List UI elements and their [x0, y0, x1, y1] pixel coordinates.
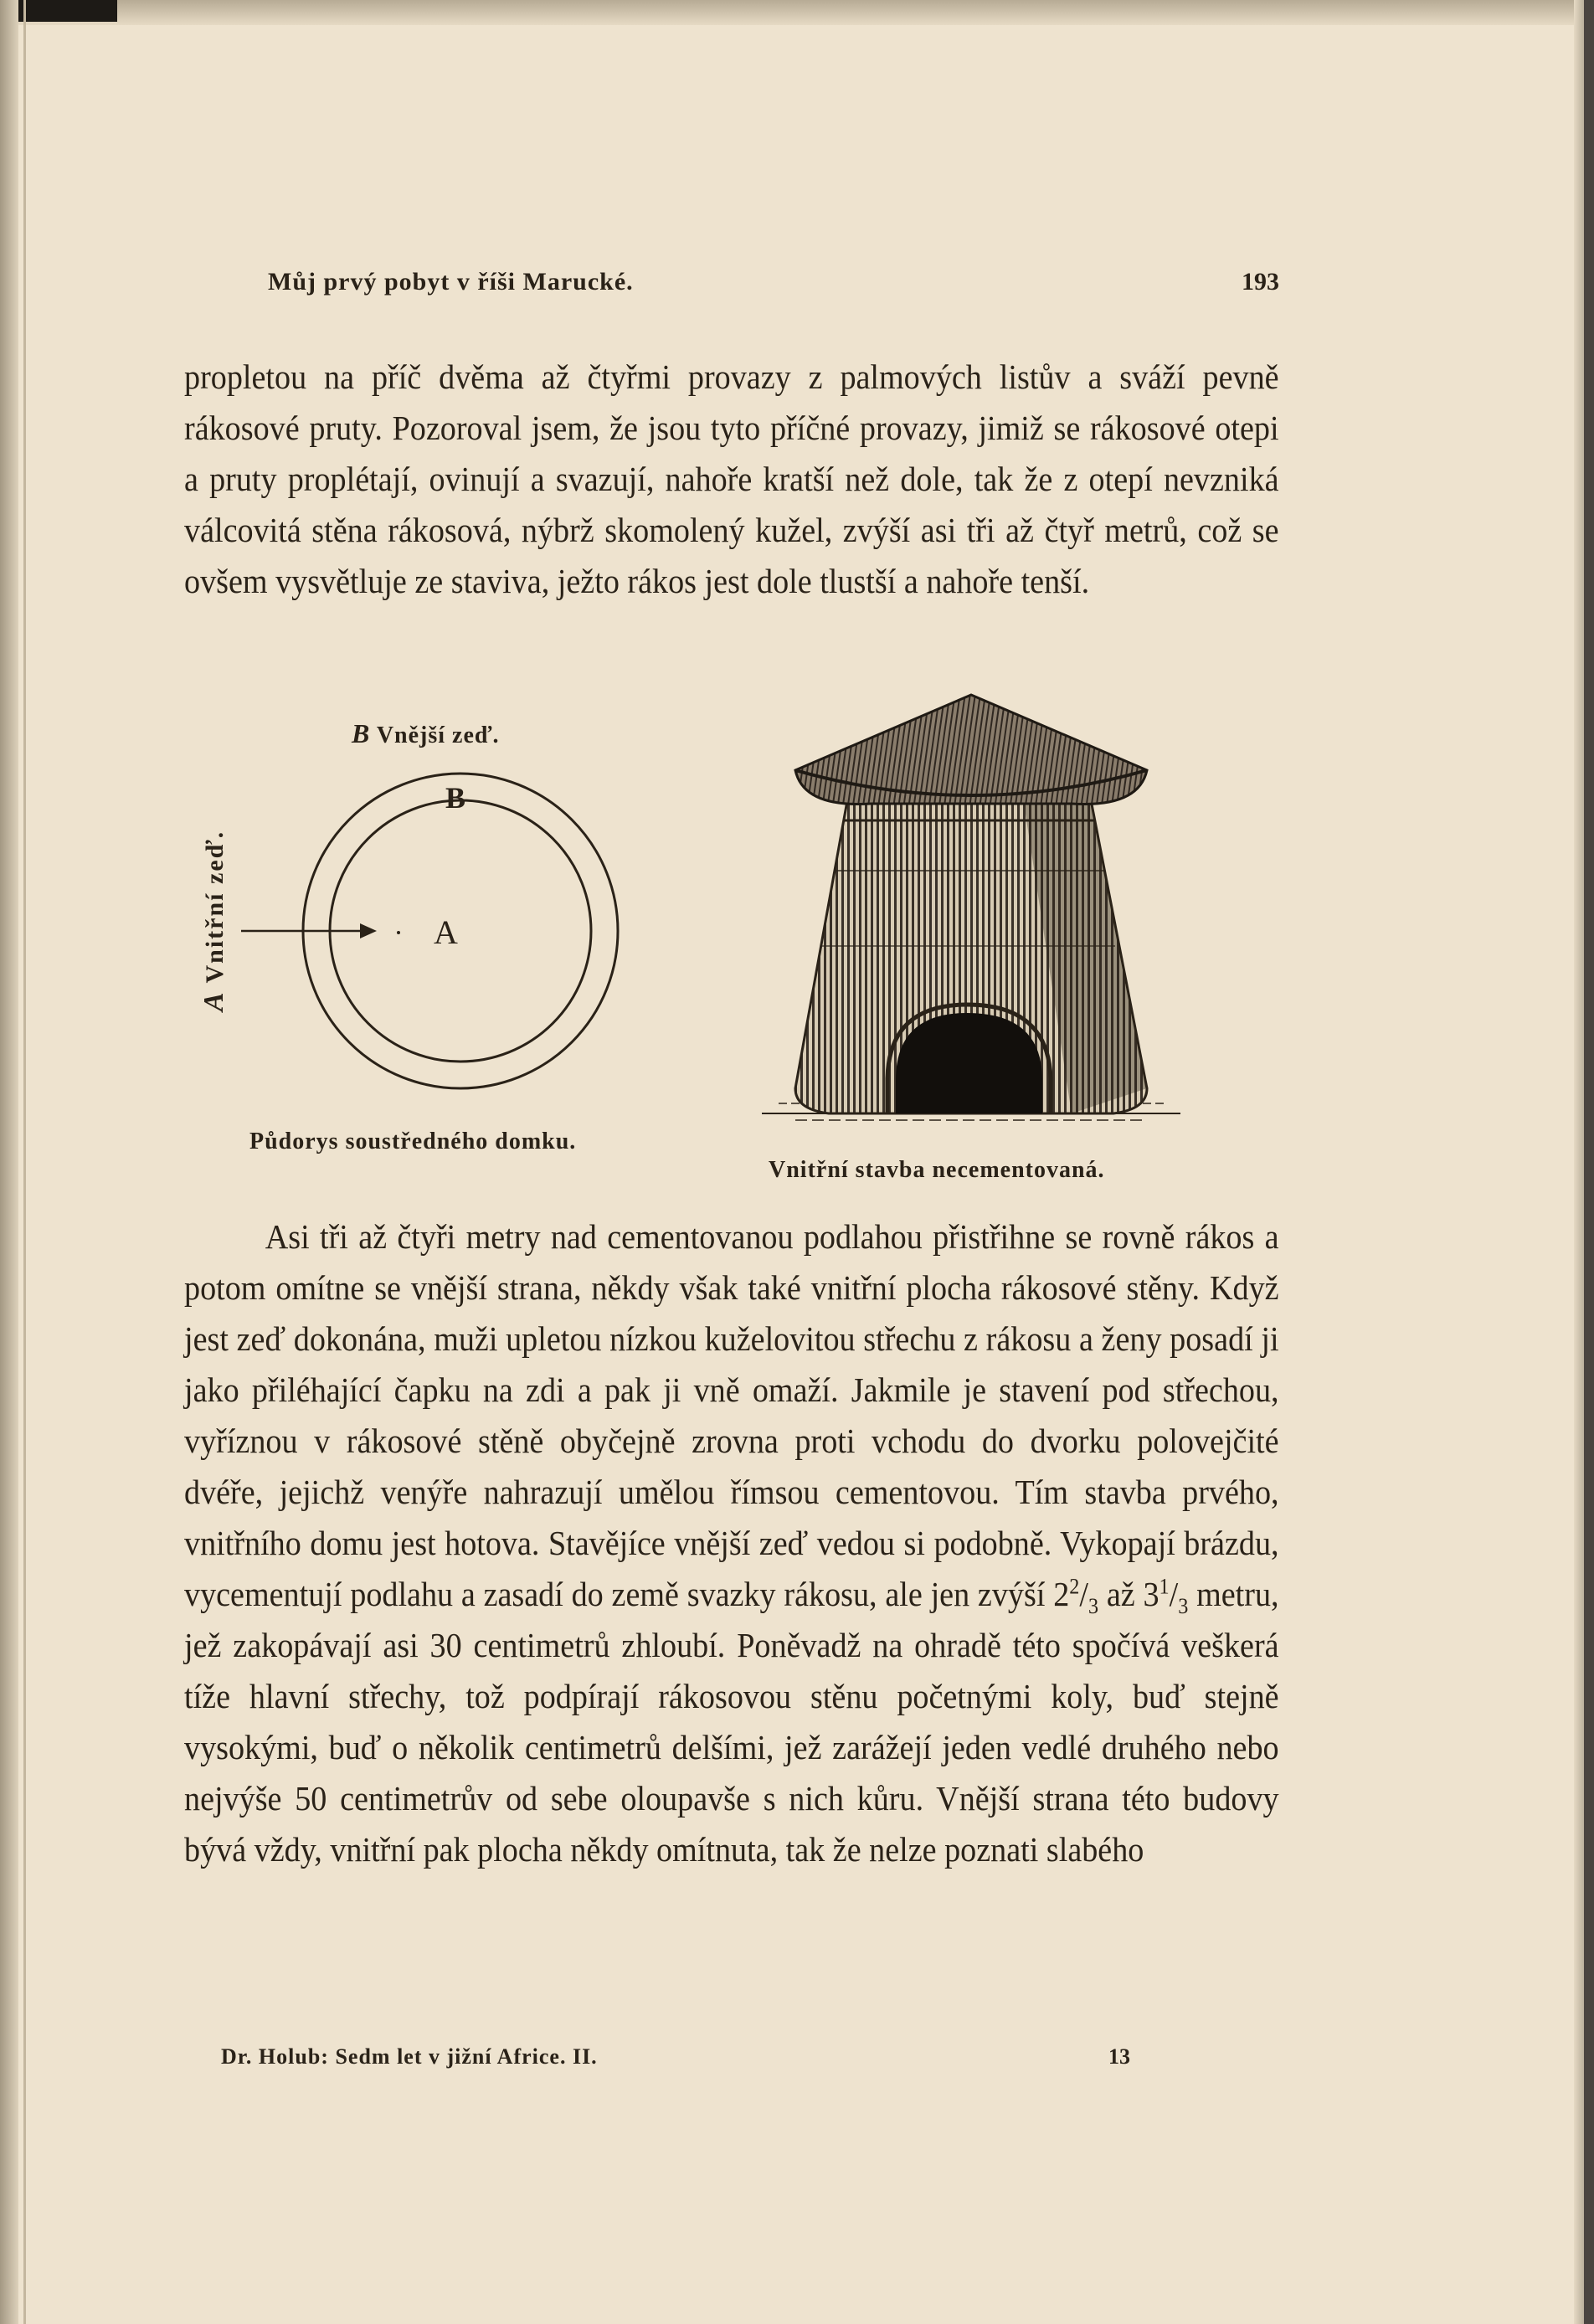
hut-thatched-roof [795, 695, 1147, 805]
scan-top-edge [0, 0, 1594, 25]
inner-wall-caption: A Vnitřní zeď. [198, 830, 229, 1012]
fraction-one: $2^2/_3$ [1053, 1574, 1099, 1619]
paragraph-2: Asi tři až čtyři metry nad cementovanou podlahou přistřihne se rovně rákos a potom omítne se vnější strana, někdy však také vnitřní plocha rákosové stěny. Když jest zeď dokonána, muži upletou nízkou kuželovitou střechu z rákosu a ženy posadí ji jako přiléhající čapku na zdi a pak ji vně omaží. Jakmile je stavení pod střechou, vyříznou v rákosové stěně obyčejně zrovna proti vchodu do dvorku polovejčité dvéře, jejichž venýře nahrazují umělou římsou cementovou. Tím stavba prvého, vnitřního domu jest hotova. Stavějíce vnější zeď vedou si podobně. Vykopají brázdu, vycementují podlahu a zasadí do země svazky rákosu, ale jen zvýší $2^2/_3$ až $3^1/_3$ metru, jež zakopávají asi 30 centimetrů zhloubí. Poněvadž na ohradě této spočívá veškerá tíže hlavní střechy, tož podpírají rákosovou stěnu početnými koly, buď stejně vysokými, buď o několik centimetrů delšími, jež zarážejí jeden vedlé druhého nebo nejvýše 50 centimetrův od sebe oloupavše s nich kůru. Vnější strana této budovy bývá vždy, vnitřní pak plocha někdy omítnuta, tak že nelze poznati slabého [184, 1217, 1279, 1869]
center-dot [397, 931, 400, 934]
hut-caption: Vnitřní stavba necementovaná. [769, 1157, 1105, 1183]
floor-plan-caption: Půdorys soustředného domku. [249, 1129, 577, 1154]
plan-label-b: B [445, 781, 466, 815]
running-title: Můj prvý pobyt v říši Marucké. [268, 268, 634, 296]
scan-right-border [1584, 0, 1594, 2324]
page-gutter-line [23, 0, 26, 2324]
page-footer [184, 2044, 1279, 2078]
plan-label-a: A [434, 913, 458, 951]
signature-number: 13 [1108, 2044, 1130, 2069]
hut-doorway [896, 1013, 1042, 1113]
page-header [184, 268, 1279, 305]
pointer-arrowhead [360, 923, 377, 938]
paragraph-1: propletou na příč dvěma až čtyřmi provazy z palmových listův a sváží pevně rákosové pruty. Pozoroval jsem, že jsou tyto příčné provazy, jimiž se rákosové otepi a pruty proplétají, ovinují a svazují, nahoře kratší než dole, tak že z otepí nevzniká válcovitá stěna rákosová, nýbrž skomolený kužel, zvýší asi tři až čtyř metrů, což se ovšem vysvětluje ze staviva, ježto rákos jest dole tlustší a nahoře tenší. [184, 357, 1279, 600]
hut-engraving [753, 678, 1189, 1147]
scan-left-edge [0, 0, 18, 2324]
signature-line: Dr. Holub: Sedm let v jižní Africe. II. [221, 2044, 598, 2069]
outer-wall-caption: B Vnější zeď. [352, 718, 500, 748]
page-number: 193 [1242, 268, 1279, 296]
fraction-two: $3^1/_3$ [1143, 1574, 1189, 1619]
